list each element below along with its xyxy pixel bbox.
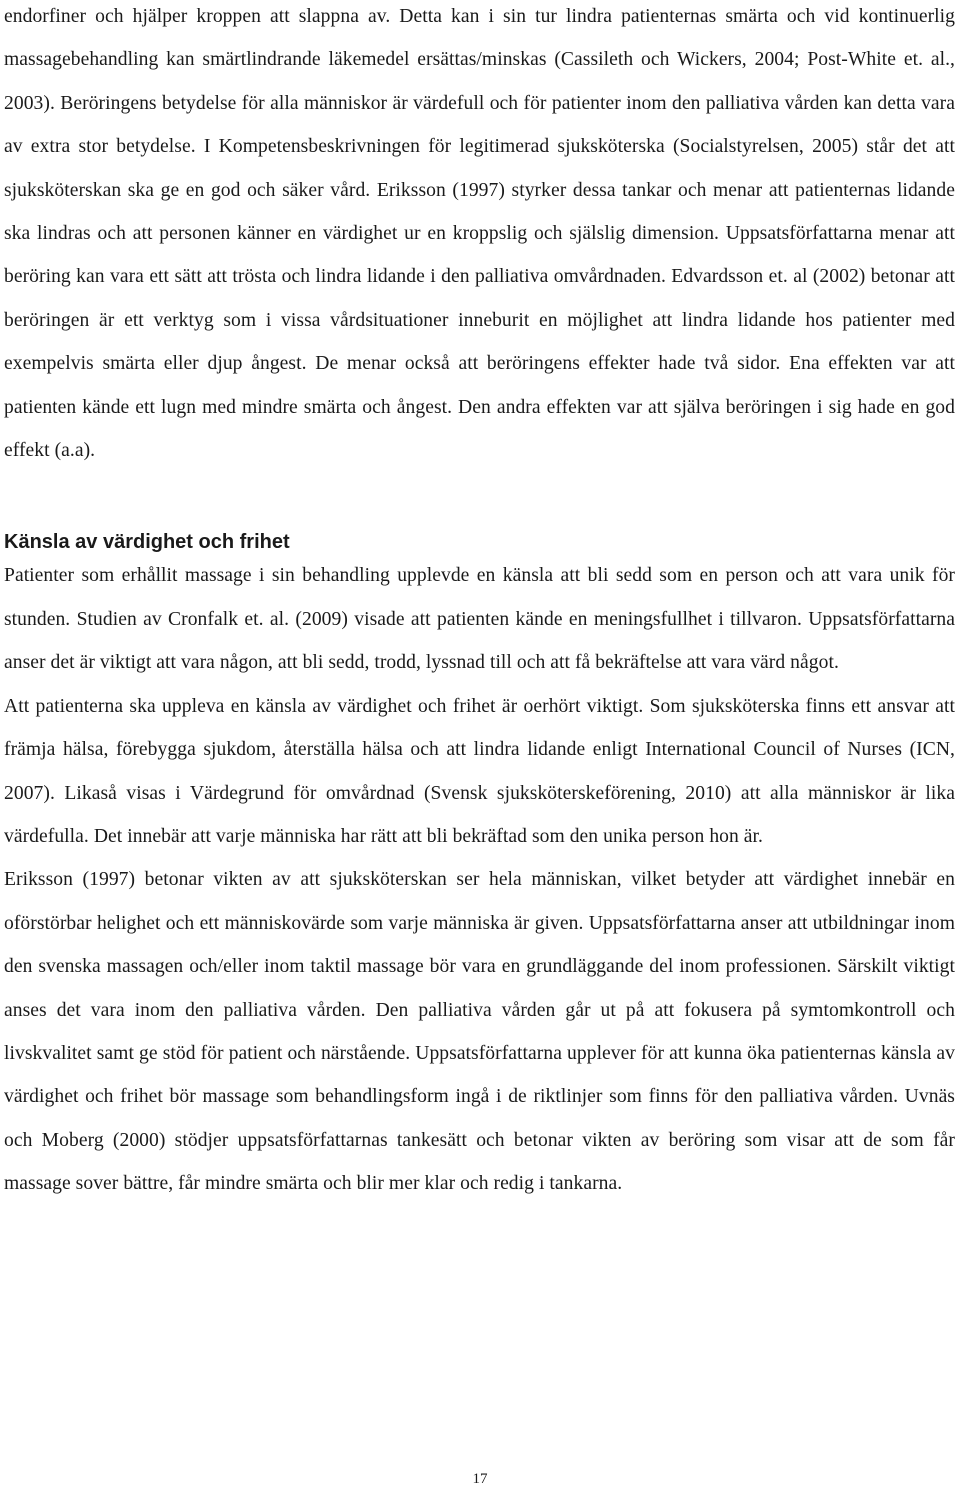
paragraph-eriksson-dignity: Eriksson (1997) betonar vikten av att sjuksköterskan ser hela människan, vilket betyder att värdighet innebär en oförstörbar helighet och ett människovärde som varje människa är given. Uppsatsförfattarna anser att utbildningar inom den svenska massagen och/eller inom taktil massage bör vara en grundläggande del inom professionen. Särskilt viktigt anses det vara inom den palliativa vården. Den palliativa vården går ut på att fokusera på symtomkontroll och livskvalitet samt ge stöd för patient och närstående. Uppsatsförfattarna upplever för att kunna öka patienternas känsla av värdighet och frihet bör massage som behandlingsform ingå i de riktlinjer som finns för den palliativa vården. Uvnäs och Moberg (2000) stödjer uppsatsförfattarnas tankesätt och betonar vikten av beröring som visar att de som får massage sover bättre, får mindre smärta och blir mer klar och redig i tankarna.: [4, 869, 955, 1195]
document-page: [4, 0, 955, 1206]
paragraph-touch-significance: endorfiner och hjälper kroppen att slappna av. Detta kan i sin tur lindra patienternas smärta och vid kontinuerlig massagebehandling kan smärtlindrande läkemedel ersättas/minskas (Cassileth och Wickers, 2004; Post-White et. al., 2003). Beröringens betydelse för alla människor är värdefull och för patienter inom den palliativa vården kan detta vara av extra stor betydelse. I Kompetensbeskrivningen för legitimerad sjuksköterska (Socialstyrelsen, 2005) står det att sjuksköterskan ska ge en god och säker vård. Eriksson (1997) styrker dessa tankar och menar att patienternas lidande ska lindras och att personen känner en värdighet ur en kroppslig och själslig dimension. Uppsatsförfattarna menar att beröring kan vara ett sätt att trösta och lindra lidande i den palliativa omvårdnaden. Edvardsson et. al (2002) betonar att beröringen är ett verktyg som i vissa vårdsituationer inneburit en möjlighet att lindra lidande hos patienter med exempelvis smärta eller djup ångest. De menar också att beröringens effekter hade två sidor. Ena effekten var att patienten kände ett lugn med mindre smärta och ångest. Den andra effekten var att själva beröringen i sig hade en god effekt (a.a).: [4, 6, 955, 462]
paragraph-patient-experience: Patienter som erhållit massage i sin behandling upplevde en känsla att bli sedd som en person och att vara unik för stunden. Studien av Cronfalk et. al. (2009) visade att patienten kände en meningsfullhet i tillvaron. Uppsatsförfattarna anser det är viktigt att vara någon, att bli sedd, trodd, lyssnad till och att få bekräftelse att vara värd något.: [4, 565, 955, 674]
section-heading: Känsla av värdighet och frihet: [4, 531, 290, 554]
page-number: 17: [472, 1471, 488, 1487]
paragraph-dignity-freedom: Att patienterna ska uppleva en känsla av värdighet och frihet är oerhört viktigt. Som sjuksköterska finns ett ansvar att främja hälsa, förebygga sjukdom, återställa hälsa och att lindra lidande enligt International Council of Nurses (ICN, 2007). Likaså visas i Värdegrund för omvårdnad (Svensk sjuksköterskeförening, 2010) att alla människor är lika värdefulla. Det innebär att varje människa har rätt att bli bekräftad som den unika person hon är.: [4, 695, 955, 847]
